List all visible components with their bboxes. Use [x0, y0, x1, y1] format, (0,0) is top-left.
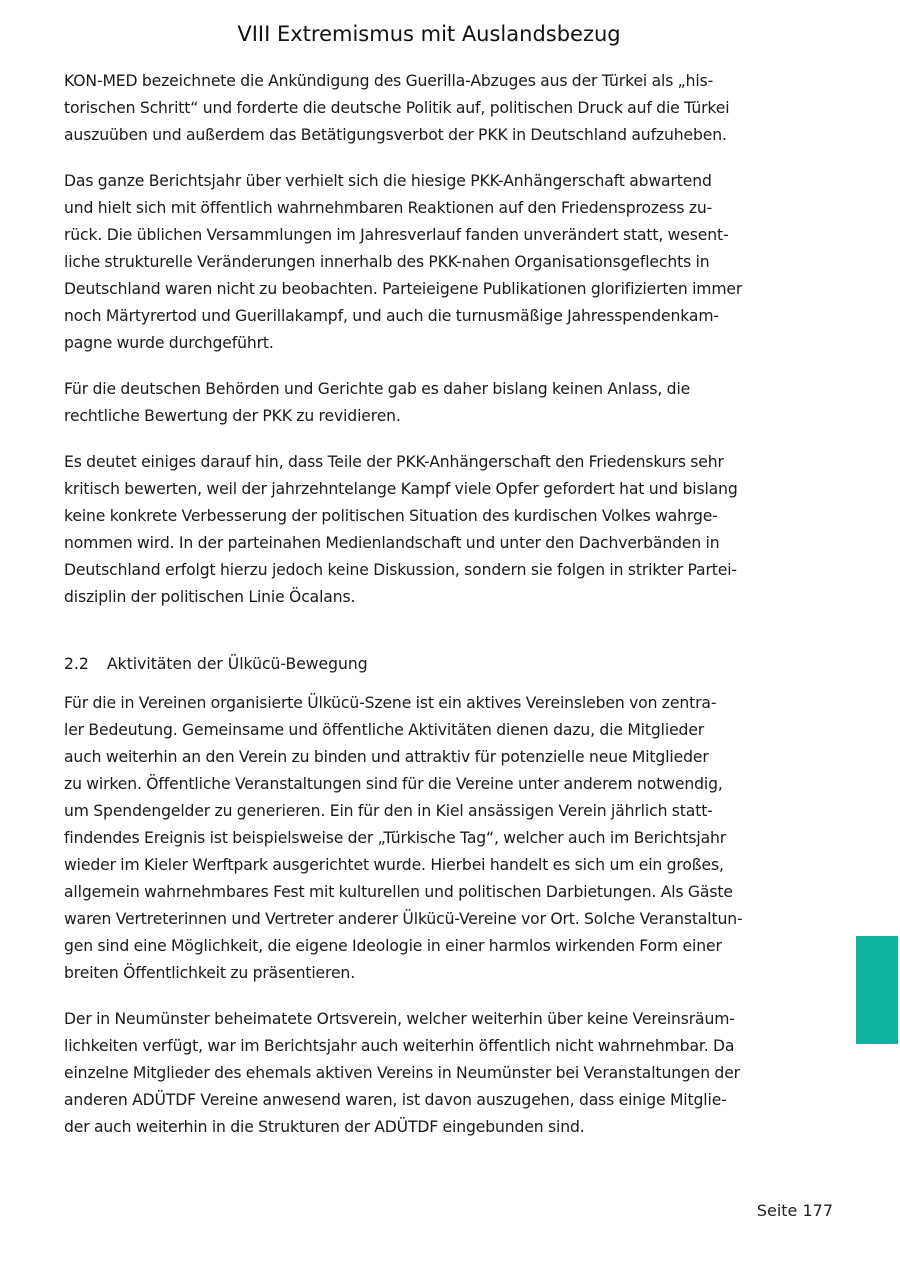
paragraph-kon-med [64, 68, 804, 149]
paragraph-neumuenster [64, 1006, 804, 1141]
paragraph-vereinsleben [64, 690, 804, 987]
paragraph-line: und hielt sich mit öffentlich wahrnehmbaren Reaktionen auf den Friedensprozess zu- [64, 199, 713, 217]
paragraph-line: Für die deutschen Behörden und Gerichte gab es daher bislang keinen Anlass, die [64, 380, 691, 398]
page-header-title: VIII Extremismus mit Auslandsbezug [237, 22, 621, 46]
section-title: Aktivitäten der Ülkücü-Bewegung [107, 655, 368, 673]
paragraph-berichtsjahr [64, 168, 804, 357]
paragraph-line: Deutschland waren nicht zu beobachten. Parteieigene Publikationen glorifizierten immer [64, 280, 743, 298]
paragraph-line: auszuüben und außerdem das Betätigungsverbot der PKK in Deutschland aufzuheben. [64, 126, 727, 144]
paragraph-line: Es deutet einiges darauf hin, dass Teile der PKK-Anhängerschaft den Friedenskurs sehr [64, 453, 724, 471]
paragraph-line: rechtliche Bewertung der PKK zu revidieren. [64, 407, 401, 425]
paragraph-line: noch Märtyrertod und Guerillakampf, und auch die turnusmäßige Jahresspendenkam- [64, 307, 719, 325]
paragraph-line: lichkeiten verfügt, war im Berichtsjahr auch weiterhin öffentlich nicht wahrnehmbar. Da [64, 1037, 735, 1055]
paragraph-line: Für die in Vereinen organisierte Ülkücü-Szene ist ein aktives Vereinsleben von zentra- [64, 694, 717, 712]
chapter-side-tab [856, 936, 898, 1044]
section-number: 2.2 [64, 655, 89, 673]
paragraph-line: disziplin der politischen Linie Öcalans. [64, 588, 356, 606]
paragraph-line: kritisch bewerten, weil der jahrzehntelange Kampf viele Opfer gefordert hat und bislang [64, 480, 738, 498]
paragraph-line: KON-MED bezeichnete die Ankündigung des Guerilla-Abzuges aus der Türkei als „his- [64, 72, 714, 90]
paragraph-line: zu wirken. Öffentliche Veranstaltungen sind für die Vereine unter anderem notwendig, [64, 775, 723, 793]
paragraph-line: der auch weiterhin in die Strukturen der ADÜTDF eingebunden sind. [64, 1118, 585, 1136]
paragraph-line: auch weiterhin an den Verein zu binden und attraktiv für potenzielle neue Mitglieder [64, 748, 709, 766]
paragraph-line: pagne wurde durchgeführt. [64, 334, 274, 352]
paragraph-line: waren Vertreterinnen und Vertreter anderer Ülkücü-Vereine vor Ort. Solche Veranstaltun- [64, 910, 743, 928]
page-number: Seite 177 [756, 1201, 833, 1220]
paragraph-line: ler Bedeutung. Gemeinsame und öffentliche Aktivitäten dienen dazu, die Mitglieder [64, 721, 705, 739]
paragraph-line: gen sind eine Möglichkeit, die eigene Ideologie in einer harmlos wirkenden Form einer [64, 937, 722, 955]
section-heading [64, 651, 804, 678]
page-content [64, 68, 804, 1160]
paragraph-line: anderen ADÜTDF Vereine anwesend waren, ist davon auszugehen, dass einige Mitglie- [64, 1091, 727, 1109]
paragraph-line: Deutschland erfolgt hierzu jedoch keine Diskussion, sondern sie folgen in strikter Partei- [64, 561, 737, 579]
paragraph-friedenskurs [64, 449, 804, 611]
paragraph-line: liche strukturelle Veränderungen innerhalb des PKK-nahen Organisationsgeflechts in [64, 253, 710, 271]
paragraph-line: nommen wird. In der parteinahen Medienlandschaft und unter den Dachverbänden in [64, 534, 720, 552]
paragraph-line: findendes Ereignis ist beispielsweise der „Türkische Tag“, welcher auch im Berichtsjahr [64, 829, 727, 847]
paragraph-behoerden [64, 376, 804, 430]
paragraph-line: rück. Die üblichen Versammlungen im Jahresverlauf fanden unverändert statt, wesent- [64, 226, 729, 244]
paragraph-line: allgemein wahrnehmbares Fest mit kulturellen und politischen Darbietungen. Als Gäste [64, 883, 733, 901]
paragraph-line: um Spendengelder zu generieren. Ein für den in Kiel ansässigen Verein jährlich statt- [64, 802, 713, 820]
paragraph-line: Das ganze Berichtsjahr über verhielt sich die hiesige PKK-Anhängerschaft abwartend [64, 172, 712, 190]
paragraph-line: einzelne Mitglieder des ehemals aktiven Vereins in Neumünster bei Veranstaltungen der [64, 1064, 740, 1082]
paragraph-line: breiten Öffentlichkeit zu präsentieren. [64, 964, 356, 982]
paragraph-line: torischen Schritt“ und forderte die deutsche Politik auf, politischen Druck auf die Türkei [64, 99, 730, 117]
paragraph-line: wieder im Kieler Werftpark ausgerichtet wurde. Hierbei handelt es sich um ein großes, [64, 856, 724, 874]
paragraph-line: Der in Neumünster beheimatete Ortsverein, welcher weiterhin über keine Vereinsräum- [64, 1010, 735, 1028]
paragraph-line: keine konkrete Verbesserung der politischen Situation des kurdischen Volkes wahrge- [64, 507, 718, 525]
